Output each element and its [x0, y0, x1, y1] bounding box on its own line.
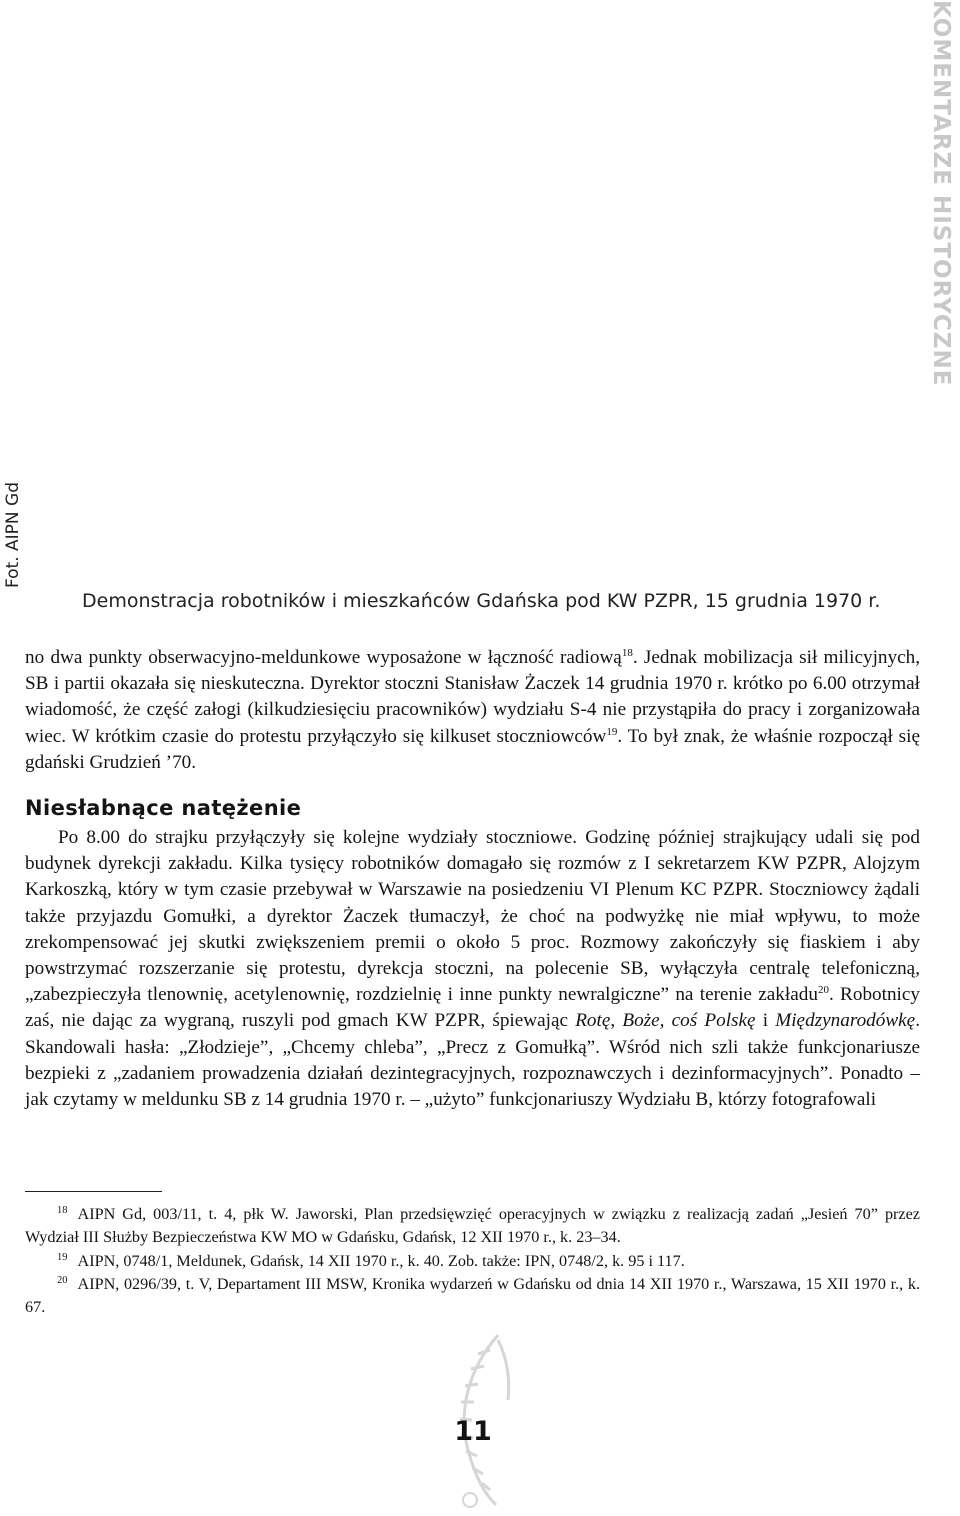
footnote-19 [25, 1250, 920, 1273]
paragraph-1 [25, 645, 920, 776]
p2-text-e: . Skandowali hasła: „Złodzieje”, „Chcemy chleba”, „Precz z Gomułką”. Wśród nich szli także funkcjonariusze bezpieki z „zadaniem prowadzenia działań dezintegracyjnych, rozpoznawczych i dezinformacyjnych”. Ponadto – jak czytamy w meldunku SB z 14 grudnia 1970 r. – „użyto” funkcjonariuszy Wydziału B, którzy fotografowali [25, 1010, 920, 1111]
p2-text-d: i [755, 1010, 776, 1032]
footnote-number: 18 [57, 1205, 68, 1216]
section-header-text: KOMENTARZE HISTORYCZNE [928, 0, 954, 387]
p1-text-c: . To był znak, że właśnie rozpoczął się gdański Grudzień ’70. [25, 725, 920, 773]
page-number: 11 [454, 1416, 492, 1447]
paragraph-2 [25, 825, 920, 1113]
footnote-18 [25, 1203, 920, 1250]
footnote-ref-18[interactable]: 18 [621, 647, 633, 659]
footnotes [25, 1203, 920, 1319]
footnote-ref-19[interactable]: 19 [606, 725, 618, 738]
footnote-ref-20[interactable]: 20 [817, 984, 829, 997]
p1-text-b: . Jednak mobilizacja sił milicyjnych, SB i partii okazała się nieskuteczna. Dyrektor stoczni Stanisław Żaczek 14 grudnia 1970 r. krótko po 6.00 otrzymał wiadomość, że część załogi (kilkudziesięciu pracowników) wydziału S-4 nie przystąpiła do pracy i zorganizowała wiec. W krótkim czasie do protestu przyłączyło się kilkuset stoczniowców [25, 647, 920, 747]
section-heading: Niesłabnące natężenie [25, 796, 302, 820]
footnote-text: AIPN Gd, 003/11, t. 4, płk W. Jaworski, Plan przedsięwzięć operacyjnych w związku z realizacją zadań „Jesień 70” przez Wydział III Służby Bezpieczeństwa KW MO w Gdańsku, Gdańsk, 12 XII 1970 r., k. 23–34. [25, 1205, 920, 1247]
section-header-vertical [922, 0, 960, 420]
song-title-boze: Boże, coś Polskę [622, 1010, 756, 1032]
p2-text-a: Po 8.00 do strajku przyłączyły się kolejne wydziały stoczniowe. Godzinę później strajkujący udali się pod budynek dyrekcji zakładu. Kilka tysięcy robotników domagało się rozmów z I sekretarzem KW PZPR, Alojzym Karkoszką, który w tym czasie przebywał w Warszawie na posiedzeniu VI Plenum KC PZPR. Stoczniowcy żądali także przyjazdu Gomułki, a dyrektor Żaczek tłumaczył, że choć na podwyżkę nie miał wpływu, to może zrekompensować jej skutki zwiększeniem premii o około 5 proc. Rozmowy zakończyły się fiaskiem i aby powstrzymać rozszerzanie się protestu, dyrekcja stoczni, na polecenie SB, wyłączyła centralę telefoniczną, „zabezpieczyła tlenownię, acetylenownię, rozdzielnię i inne punkty newralgiczne” na terenie zakładu [25, 827, 920, 1006]
photo-caption: Demonstracja robotników i mieszkańców Gdańska pod KW PZPR, 15 grudnia 1970 r. [82, 590, 881, 612]
footnote-text: AIPN, 0748/1, Meldunek, Gdańsk, 14 XII 1970 r., k. 40. Zob. także: IPN, 0748/2, k. 95 i 117. [77, 1251, 685, 1270]
footnote-divider [25, 1191, 162, 1192]
p2-text-c: , [610, 1010, 623, 1032]
photo-credit [0, 468, 26, 588]
p1-text-a: no dwa punkty obserwacyjno-meldunkowe wyposażone w łączność radiową [25, 647, 622, 668]
p2-text-b: . Robotnicy zaś, nie dając za wygraną, ruszyli pod gmach KW PZPR, śpiewając [25, 984, 920, 1032]
photo-credit-text: Fot. AIPN Gd [3, 481, 23, 588]
footnote-text: AIPN, 0296/39, t. V, Departament III MSW, Kronika wydarzeń w Gdańsku od dnia 14 XII 1970 r., Warszawa, 15 XII 1970 r., k. 67. [25, 1274, 920, 1317]
footnote-number: 19 [57, 1251, 68, 1263]
footnote-number: 20 [57, 1274, 68, 1286]
footnote-20 [25, 1273, 920, 1320]
song-title-miedzynarodowka: Międzynarodówkę [775, 1010, 916, 1032]
song-title-rota: Rotę [575, 1010, 611, 1032]
